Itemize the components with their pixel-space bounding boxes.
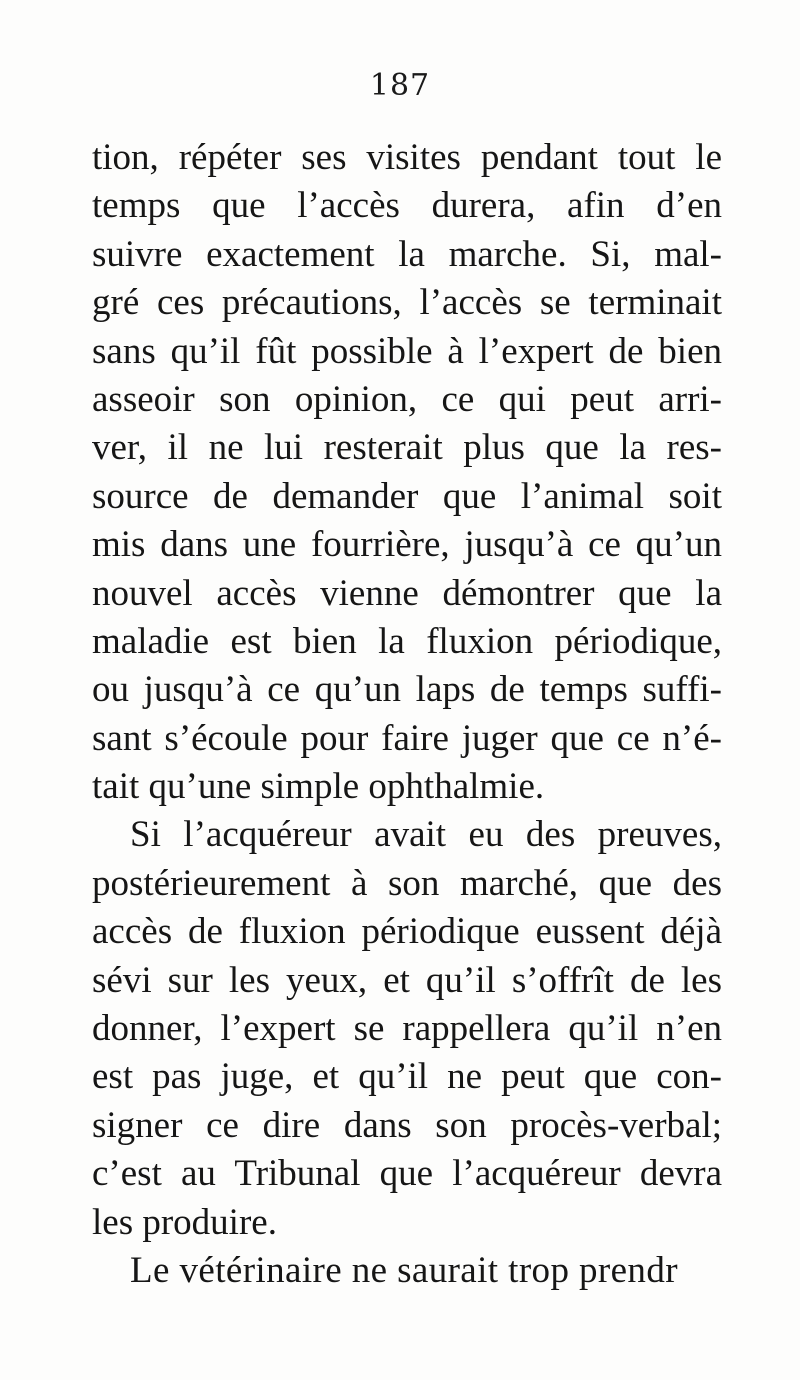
body-text [92,134,722,1295]
text-line: donner, l’expert se rappellera qu’il n’en [92,1008,722,1050]
text-line: signer ce dire dans son procès-verbal; [92,1104,722,1146]
text-line: ver, il ne lui resterait plus que la res- [92,427,722,469]
text-line: sans qu’il fût possible à l’expert de bien [92,330,722,372]
text-line: sant s’écoule pour faire juger que ce n’é- [92,717,722,759]
text-line: gré ces précautions, l’accès se terminait [92,282,722,324]
text-line: maladie est bien la fluxion périodique, [92,620,722,662]
page-number: 187 [369,68,431,103]
text-line: nouvel accès vienne démontrer que la [92,572,722,614]
text-line: sévi sur les yeux, et qu’il s’offrît de les [92,959,722,1001]
text-line: source de demander que l’animal soit [92,475,722,517]
paragraph-start-line: Le vétérinaire ne saurait trop prendr [130,1249,678,1291]
text-line: accès de fluxion périodique eussent déjà [92,911,722,953]
text-line: suivre exactement la marche. Si, mal- [92,233,722,275]
paragraph-end-line: les produire. [92,1201,277,1243]
text-line: asseoir son opinion, ce qui peut arri- [92,378,722,420]
text-line: postérieurement à son marché, que des [92,862,722,904]
paragraph-end-line: tait qu’une simple ophthalmie. [92,766,545,808]
text-line: mis dans une fourrière, jusqu’à ce qu’un [92,524,722,566]
text-line: c’est au Tribunal que l’acquéreur devra [92,1153,722,1195]
text-line: temps que l’accès durera, afin d’en [92,185,722,227]
paragraph-start-line: Si l’acquéreur avait eu des preuves, [130,814,722,856]
text-line: est pas juge, et qu’il ne peut que con- [92,1056,722,1098]
text-line: ou jusqu’à ce qu’un laps de temps suffi- [92,669,722,711]
text-line: tion, répéter ses visites pendant tout le [92,137,722,178]
